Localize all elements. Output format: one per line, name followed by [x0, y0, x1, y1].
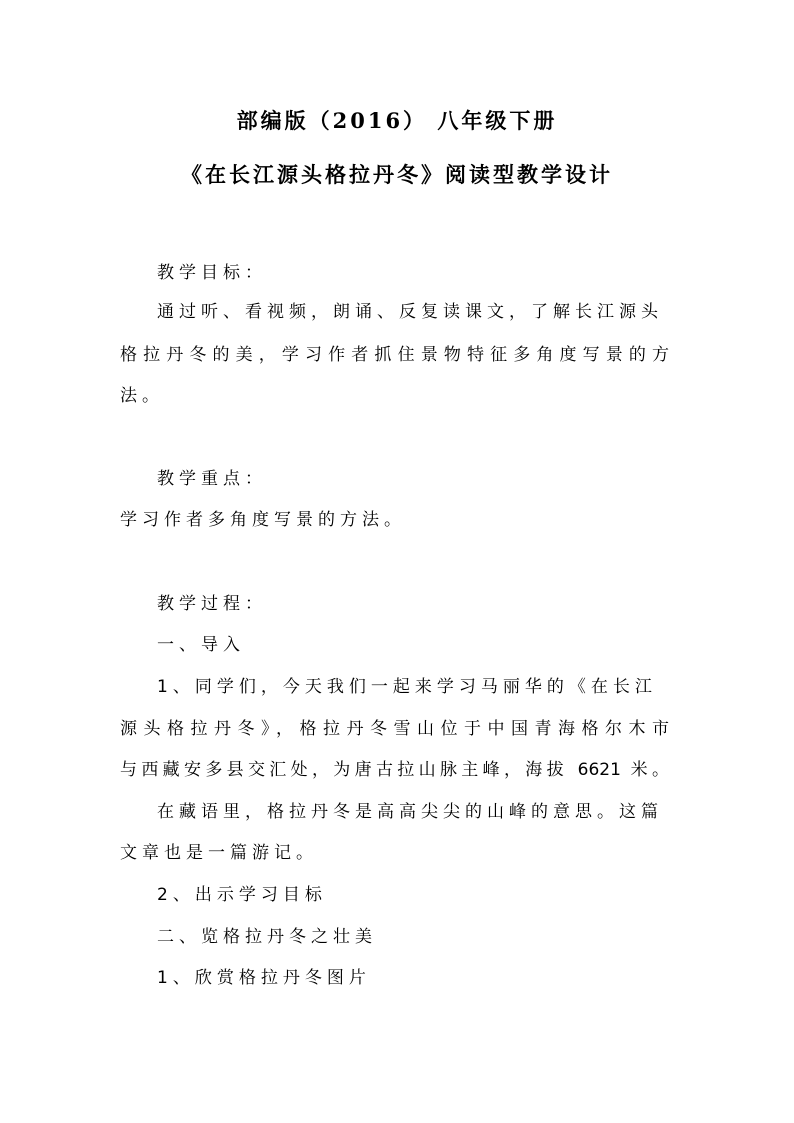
step-heading-intro: 一、导入: [157, 635, 245, 655]
intro-paragraph-line: 与西藏安多县交汇处，为唐古拉山脉主峰，海拔 6621 米。: [120, 760, 669, 780]
document-title-lesson: 《在长江源头格拉丹冬》阅读型教学设计: [181, 162, 613, 187]
intro-paragraph-line: 在藏语里，格拉丹冬是高高尖尖的山峰的意思。这篇: [157, 802, 663, 822]
goal-text-line: 格拉丹冬的美，学习作者抓住景物特征多角度写景的方: [120, 345, 669, 365]
goal-text-line: 法。: [120, 386, 164, 406]
key-text: 学习作者多角度写景的方法。: [120, 510, 406, 530]
intro-paragraph-line: 源头格拉丹冬》，格拉丹冬雪山位于中国青海格尔木市: [120, 719, 669, 739]
goal-heading: 教学目标：: [157, 263, 267, 283]
list-item-goals: 2、出示学习目标: [157, 885, 327, 905]
list-item-pictures: 1、欣赏格拉丹冬图片: [157, 968, 371, 988]
document-title-edition: 部编版（2016） 八年级下册: [236, 108, 558, 133]
key-heading: 教学重点：: [157, 469, 267, 489]
goal-text-line: 通过听、看视频，朗诵、反复读课文，了解长江源头: [157, 302, 663, 322]
intro-paragraph-line: 1、同学们，今天我们一起来学习马丽华的《在长江: [157, 677, 657, 697]
step-heading-appreciate: 二、览格拉丹冬之壮美: [157, 927, 377, 947]
intro-paragraph-line: 文章也是一篇游记。: [120, 843, 318, 863]
process-heading: 教学过程：: [157, 594, 267, 614]
